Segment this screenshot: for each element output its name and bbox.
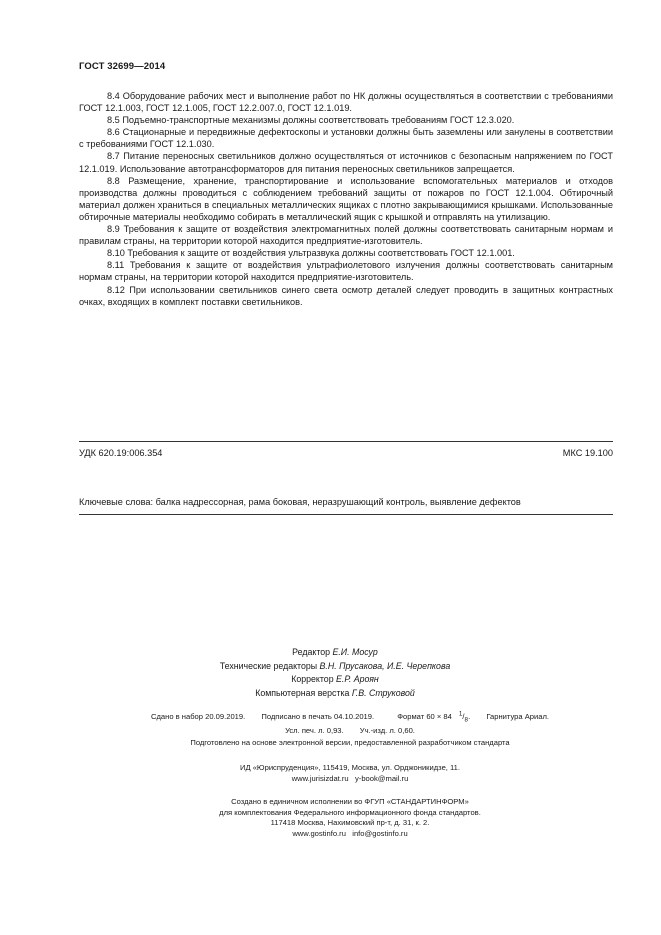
- layout-name: Г.В. Струковой: [351, 687, 415, 698]
- keywords: Ключевые слова: балка надрессорная, рама боковая, неразрушающий контроль, выявление дефектов: [79, 497, 521, 507]
- paper-format: Формат 60 × 84 $^1/_8$.: [397, 710, 471, 724]
- editor-name: Е.И. Мосур: [332, 647, 378, 657]
- gostinfo-site-link[interactable]: www.gostinfo.ru: [292, 828, 346, 838]
- set-date: Сдано в набор 20.09.2019.: [150, 711, 246, 721]
- print-details: [100, 709, 600, 736]
- paragraph-8-7: 8.7 Питание переносных светильников должно осуществляться от источников с безопасным напряжением по ГОСТ 12.1.019. Использование автотрансформаторов для питания переносных светильников запрещается.: [79, 151, 613, 174]
- divider-bottom: [79, 514, 613, 515]
- publisher-info: [150, 763, 550, 784]
- gostinfo-email-link[interactable]: info@gostinfo.ru: [352, 828, 408, 838]
- classification-row: [79, 448, 613, 458]
- publisher-address: ИД «Юриспруденция», 115419, Москва, ул. Орджоникидзе, 11.: [239, 763, 461, 772]
- publishing-sheets: Уч.-изд. л. 0,60.: [359, 725, 415, 735]
- paragraph-8-12: 8.12 При использовании светильников синего света осмотр деталей следует проводить в защитных контрастных очках, входящих в комплект поставки светильников.: [79, 284, 613, 307]
- corrector-line: Корректор Е.Р. Ароян: [291, 674, 379, 685]
- production-info: [130, 797, 570, 839]
- paragraph-8-4: 8.4 Оборудование рабочих мест и выполнение работ по НК должны осуществляться в соответствии с требованиями ГОСТ 12.1.003, ГОСТ 12.1.005, ГОСТ 12.2.007.0, ГОСТ 12.1.019.: [79, 91, 613, 114]
- digital-version-note: Подготовлено на основе электронной версии, предоставленной разработчиком стандарта: [190, 738, 510, 747]
- made-line-2: для комплектования Федерального информационного фонда стандартов.: [219, 807, 481, 817]
- made-line-1: Создано в единичном исполнении во ФГУП «СТАНДАРТИНФОРМ»: [231, 797, 469, 806]
- paragraph-8-9: 8.9 Требования к защите от воздействия электромагнитных полей должны соответствовать санитарным нормам и правилам страны, на территории которой находится предприятие-изготовитель.: [79, 224, 613, 247]
- layout-line: Компьютерная верстка Г.В. Струковой: [255, 687, 415, 698]
- made-line-3: 117418 Москва, Нахимовский пр-т, д. 31, к. 2.: [270, 818, 430, 827]
- publisher-email-link[interactable]: y-book@mail.ru: [355, 773, 409, 783]
- paragraph-8-8: 8.8 Размещение, хранение, транспортирование и использование вспомогательных материалов и отходов производства должны проводиться с соблюдением требований защиты от пожаров по ГОСТ 12.1.004. Обтирочный материал должен храниться в специальных металлических ящиках с плотно закрывающимися крышками. Использованные обтирочные материалы необходимо собирать в металлический ящик с крышкой и отправлять на утилизацию.: [79, 175, 613, 222]
- section-8-body: [79, 90, 613, 308]
- mks-code: МКС 19.100: [562, 448, 613, 458]
- imprint-credits: [150, 646, 520, 700]
- tech-editors-names: В.Н. Прусакова, И.Е. Черепкова: [319, 660, 451, 671]
- paragraph-8-10: 8.10 Требования к защите от воздействия ультразвука должны соответствовать ГОСТ 12.1.001.: [107, 248, 515, 259]
- paragraph-8-5: 8.5 Подъемно-транспортные механизмы должны соответствовать требованиям ГОСТ 12.3.020.: [107, 115, 515, 126]
- signed-date: Подписано в печать 04.10.2019.: [261, 711, 375, 721]
- typeface: Гарнитура Ариал.: [486, 711, 550, 721]
- udk-code: УДК 620.19:006.354: [79, 448, 163, 458]
- tech-editors-line: Технические редакторы В.Н. Прусакова, И.Е. Черепкова: [219, 660, 451, 671]
- editor-line: Редактор Е.И. Мосур: [292, 647, 378, 657]
- document-code-header: ГОСТ 32699—2014: [79, 61, 166, 72]
- paragraph-8-11: 8.11 Требования к защите от воздействия ультрафиолетового излучения должны соответствовать санитарным нормам страны, на территории которой находится предприятие-изготовитель.: [79, 260, 613, 283]
- paragraph-8-6: 8.6 Стационарные и передвижные дефектоскопы и установки должны быть заземлены или занулены в соответствии с требованиями ГОСТ 12.1.030.: [79, 127, 613, 150]
- corrector-name: Е.Р. Ароян: [336, 674, 379, 685]
- publisher-site-link[interactable]: www.jurisizdat.ru: [291, 773, 349, 783]
- printed-sheets: Усл. печ. л. 0,93.: [285, 725, 344, 735]
- divider-top: [79, 441, 613, 442]
